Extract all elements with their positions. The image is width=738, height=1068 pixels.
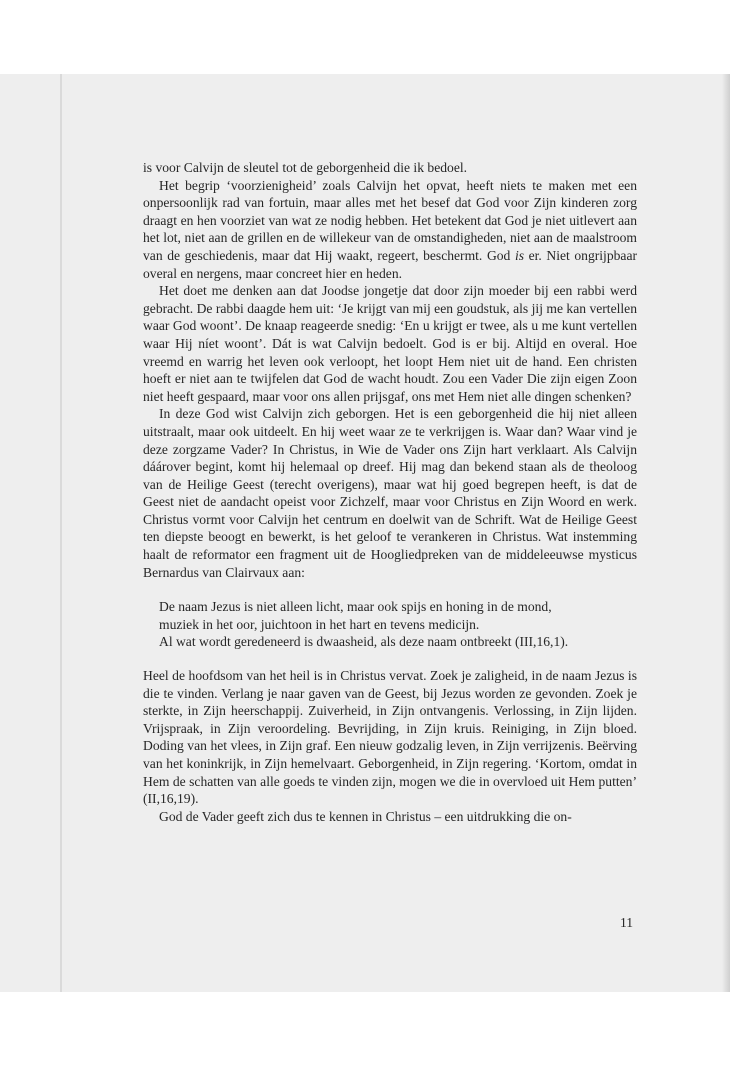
body-text	[143, 159, 637, 825]
paragraph-2-god: God	[486, 247, 515, 263]
paragraph-3: Het doet me denken aan dat Joodse jongetje dat door zijn moeder bij een rabbi werd gebracht. De rabbi daagde hem uit: ‘Je krijgt van mij een goudstuk, als jij me kan vertellen waar God woont’. De knaap reageerde snedig: ‘En u krijgt er twee, als u me kunt vertellen waar Hij níet woont’. Dát is wat Calvijn bedoelt. God is er bij. Altijd en overal. Hoe vreemd en warrig het leven ook verloopt, het loopt Hem niet uit de hand. Een christen hoeft er niet aan te twijfelen dat God de wacht houdt. Zou een Vader Die zijn eigen Zoon niet heeft gespaard, maar voor ons allen prijsgaf, ons met Hem niet alle dingen schenken?	[143, 283, 637, 404]
paragraph-2-main: Het begrip ‘voorzienigheid’ zoals Calvijn het opvat, heeft niets te maken met een onpersoonlijk rad van fortuin, maar alles met het besef dat God voor Zijn kinderen zorg draagt en hen voorziet van wat ze nodig hebben. Het betekent dat God je niet uitlevert aan het lot, niet aan de grillen en de willekeur van de omstandigheden, niet aan de maalstroom van de geschiedenis, maar dat Hij waakt, regeert, beschermt.	[143, 177, 637, 263]
page-number: 11	[620, 915, 634, 930]
quote-line-2: muziek in het oor, juichtoon in het hart en tevens medicijn.	[159, 616, 480, 632]
quote-line-3: Al wat wordt geredeneerd is dwaasheid, als deze naam ontbreekt (III,16,1).	[159, 634, 569, 650]
quote-line-1: De naam Jezus is niet alleen licht, maar ook spijs en honing in de mond,	[159, 599, 552, 615]
binding-spine-line	[60, 74, 62, 992]
block-quote	[159, 598, 637, 651]
paragraph-5: Heel de hoofdsom van het heil is in Christus vervat. Zoek je zaligheid, in de naam Jezus is die te vinden. Verlang je naar gaven van de Geest, bij Jezus worden ze gevonden. Zoek je sterkte, in Zijn heerschappij. Zuiverheid, in Zijn ontvangenis. Verlossing, in Zijn lijden. Vrijspraak, in Zijn veroordeling. Bevrijding, in Zijn kruis. Reiniging, in Zijn bloed. Doding van het vlees, in Zijn graf. Een nieuw godzalig leven, in Zijn verrijzenis. Beërving van het koninkrijk, in Zijn hemelvaart. Geborgenheid, in Zijn regering. ‘Kortom, omdat in Hem de schatten van alle goeds te vinden zijn, mogen we die in overvloed uit Hem putten’ (II,16,19).	[143, 668, 637, 807]
paragraph-6: God de Vader geeft zich dus te kennen in Christus – een uitdrukking die on-	[159, 808, 572, 824]
paragraph-2-italic-is: is	[514, 247, 525, 263]
paragraph-1: is voor Calvijn de sleutel tot de geborgenheid die ik bedoel.	[143, 160, 468, 175]
page-edge-shadow	[722, 74, 730, 992]
paragraph-2-rest: er. Niet ongrijpbaar overal en nergens, maar concreet hier en heden.	[143, 247, 638, 281]
paragraph-2	[143, 177, 637, 283]
paragraph-4: In deze God wist Calvijn zich geborgen. Het is een geborgenheid die hij niet alleen uitstraalt, maar ook uitdeelt. En hij weet waar ze te verkrijgen is. Waar dan? Waar vind je deze zorgzame Vader? In Christus, in Wie de Vader ons Zijn hart verklaart. Als Calvijn dáárover begint, komt hij helemaal op dreef. Hij mag dan bekend staan als de theoloog van de Heilige Geest (terecht overigens), maar wat hij goed begrepen heeft, is dat de Geest niet de aandacht opeist voor Zichzelf, maar voor Christus en Zijn Woord en werk. Christus vormt voor Calvijn het centrum en doelwit van de Schrift. Wat de Heilige Geest ten diepste beoogt en bewerkt, is het geloof te verankeren in Christus. Wat instemming haalt de reformator een fragment uit de Hoogliedpreken van de middeleeuwse mysticus Bernardus van Clairvaux aan:	[143, 406, 637, 580]
